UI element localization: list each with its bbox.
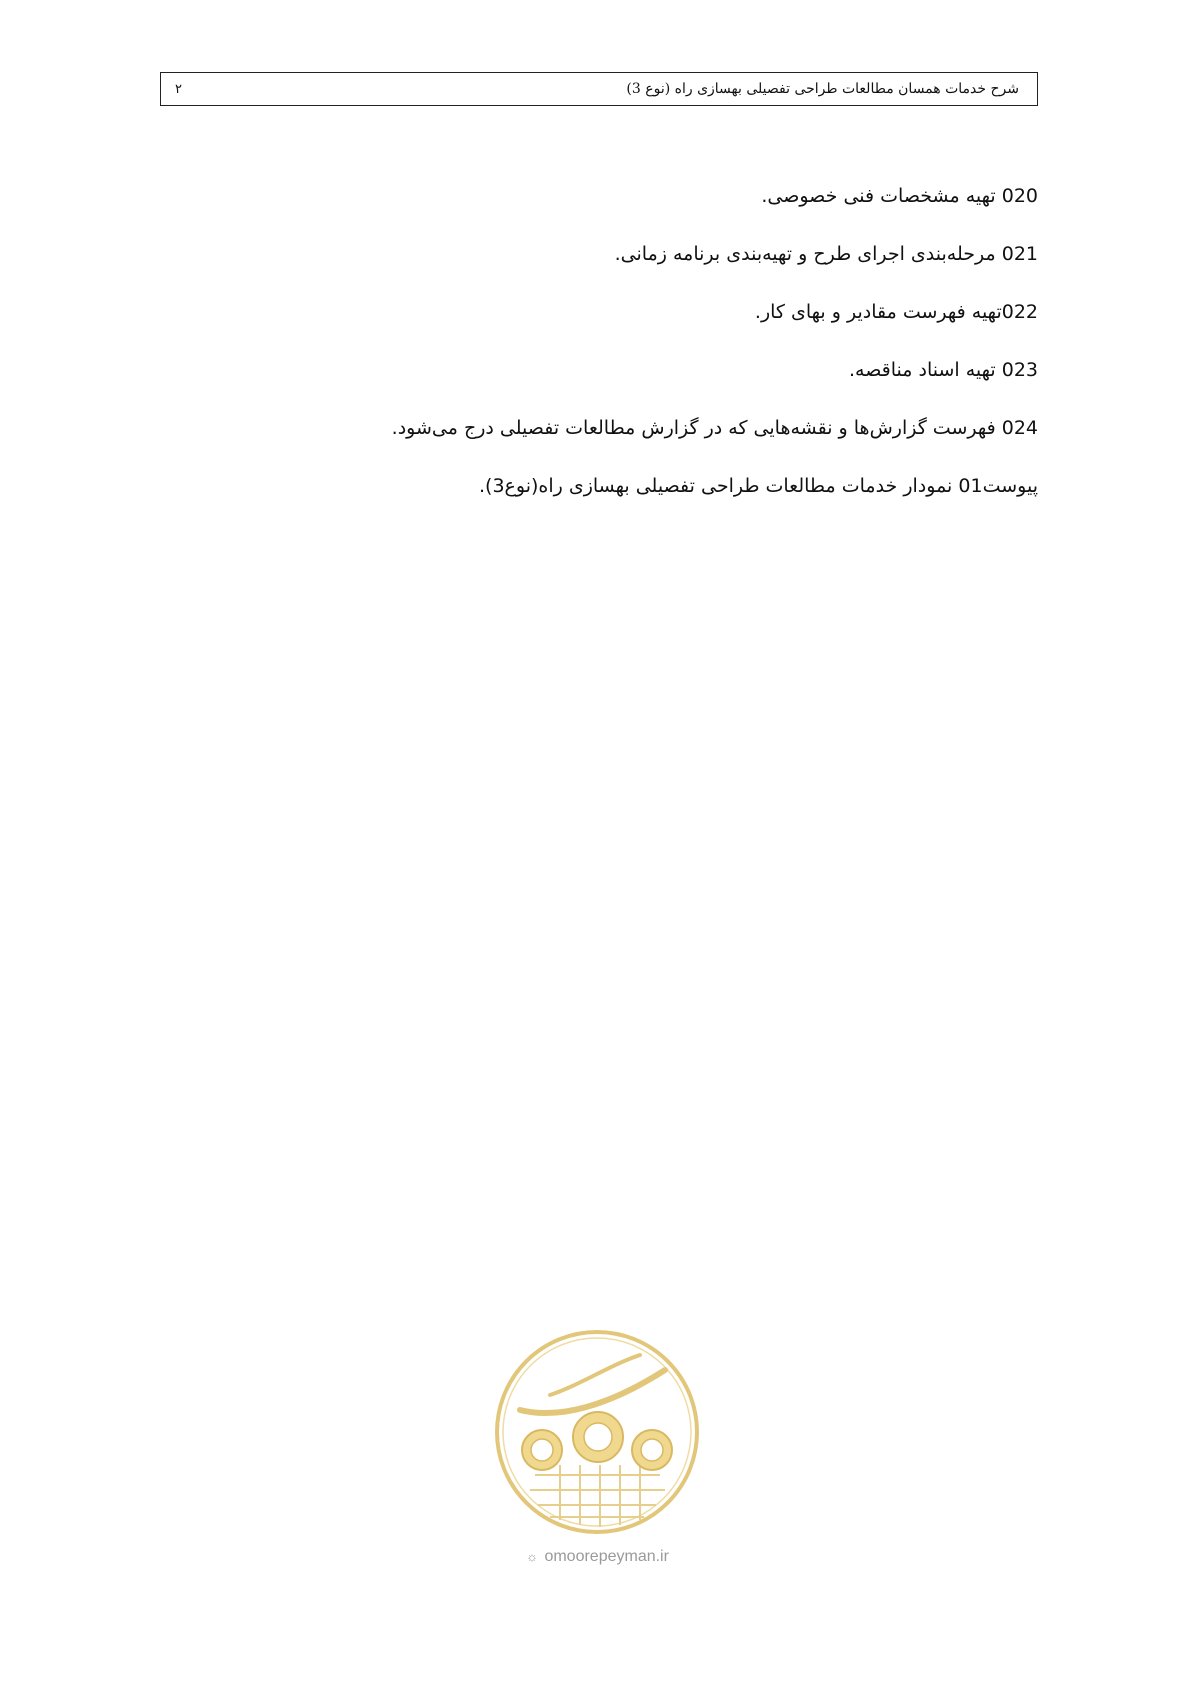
- list-item: 020 تهیه مشخصات فنی خصوصی.: [761, 185, 1038, 207]
- list-item: 023 تهیه اسناد مناقصه.: [848, 359, 1038, 381]
- globe-icon: ☼: [526, 1549, 538, 1564]
- document-body: [218, 178, 1038, 526]
- header-title: شرح خدمات همسان مطالعات طراحی تفصیلی بهسازی راه (نوع 3): [626, 81, 1019, 97]
- list-item: 022تهیه فهرست مقادیر و بهای کار.: [754, 301, 1038, 323]
- list-item: 021 مرحله‌بندی اجرای طرح و تهیه‌بندی برنامه زمانی.: [614, 243, 1038, 265]
- page-header: [160, 72, 1038, 106]
- watermark-logo: [490, 1325, 705, 1540]
- page-number: ۲: [175, 81, 182, 97]
- list-item: 024 فهرست گزارش‌ها و نقشه‌هایی که در گزارش مطالعات تفصیلی درج می‌شود.: [391, 417, 1038, 439]
- watermark-site-text: omoorepeyman.ir: [544, 1548, 669, 1565]
- watermark-site: [485, 1548, 710, 1566]
- logo-seal-icon: [490, 1325, 705, 1540]
- list-item: پیوست01 نمودار خدمات مطالعات طراحی تفصیلی بهسازی راه(نوع3).: [479, 475, 1038, 497]
